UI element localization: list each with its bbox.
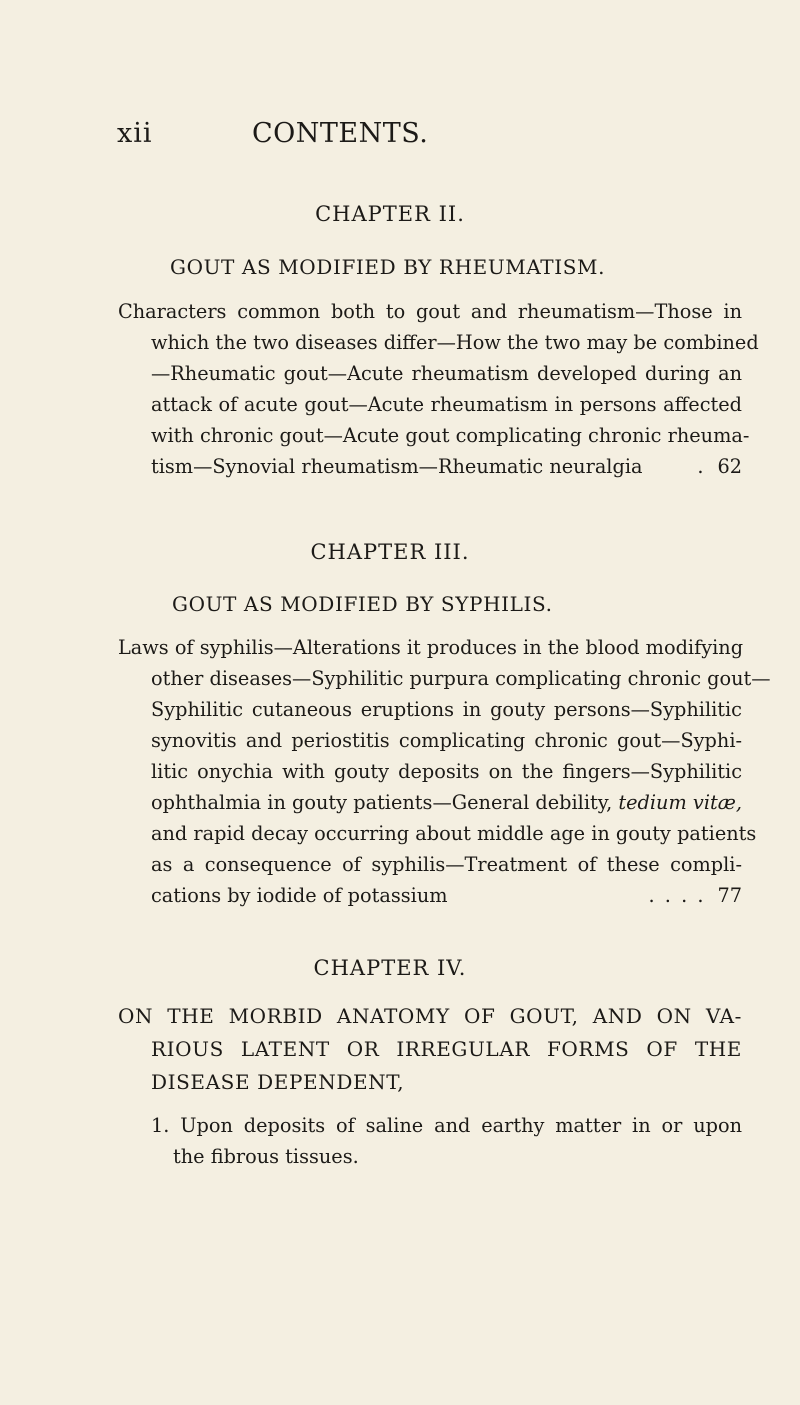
item-number: 1.: [151, 1114, 170, 1137]
chapter-4-title-line: ON THE MORBID ANATOMY OF GOUT, AND ON VA-: [118, 1004, 742, 1028]
chapter-4-title: [118, 1004, 742, 1103]
chapter-4-item-1: [151, 1110, 742, 1172]
summary-line: with chronic gout—Acute gout complicating chronic rheuma-: [151, 424, 750, 447]
summary-line: Laws of syphilis—Alterations it produces in the blood modifying: [118, 636, 744, 659]
running-title: CONTENTS.: [252, 118, 429, 149]
item-text: Upon deposits of saline and earthy matter in or upon: [180, 1114, 742, 1137]
chapter-2-title: GOUT AS MODIFIED BY RHEUMATISM.: [170, 255, 606, 279]
summary-line: and rapid decay occurring about middle age in gouty patients: [151, 822, 757, 845]
summary-leader-line: [118, 880, 742, 911]
item-line: the fibrous tissues.: [173, 1145, 359, 1168]
running-head: [0, 118, 800, 158]
chapter-2-summary: [118, 296, 759, 482]
summary-line: attack of acute gout—Acute rheumatism in persons affected: [151, 393, 742, 416]
chapter-4-title-line: DISEASE DEPENDENT,: [151, 1070, 405, 1094]
summary-line: tism—Synovial rheumatism—Rheumatic neuralgia: [151, 455, 643, 478]
summary-line: Syphilitic cutaneous eruptions in gouty persons—Syphilitic: [151, 698, 742, 721]
summary-leader-line: [118, 451, 742, 482]
summary-line: —Rheumatic gout—Acute rheumatism developed during an: [151, 362, 742, 385]
page-reference: 62: [717, 455, 742, 478]
chapter-3-label: CHAPTER III.: [310, 540, 470, 564]
summary-line: synovitis and periostitis complicating chronic gout—Syphi-: [151, 729, 742, 752]
summary-line: which the two diseases differ—How the two may be combined: [151, 331, 759, 354]
summary-line: other diseases—Syphilitic purpura complicating chronic gout—: [151, 667, 771, 690]
summary-line: as a consequence of syphilis—Treatment of these compli-: [151, 853, 742, 876]
page-reference: 77: [717, 884, 742, 907]
chapter-2-label: CHAPTER II.: [315, 202, 465, 226]
chapter-4-label: CHAPTER IV.: [313, 956, 467, 980]
summary-line-with-italic: [118, 787, 742, 818]
chapter-3-title: GOUT AS MODIFIED BY SYPHILIS.: [172, 592, 553, 616]
summary-line: litic onychia with gouty deposits on the fingers—Syphilitic: [151, 760, 742, 783]
chapter-3-summary: [118, 632, 771, 911]
dot-leader: . . . .: [648, 884, 706, 907]
chapter-4-title-line: RIOUS LATENT OR IRREGULAR FORMS OF THE: [151, 1037, 742, 1061]
italic-phrase: tedium vitæ,: [618, 791, 742, 814]
summary-line: cations by iodide of potassium: [151, 884, 448, 907]
item-line-numbered: [151, 1110, 742, 1141]
summary-line: Characters common both to gout and rheumatism—Those in: [118, 300, 742, 323]
page-number: xii: [117, 118, 153, 149]
summary-line-text: ophthalmia in gouty patients—General debility,: [151, 791, 613, 814]
dot-leader: .: [697, 455, 706, 478]
